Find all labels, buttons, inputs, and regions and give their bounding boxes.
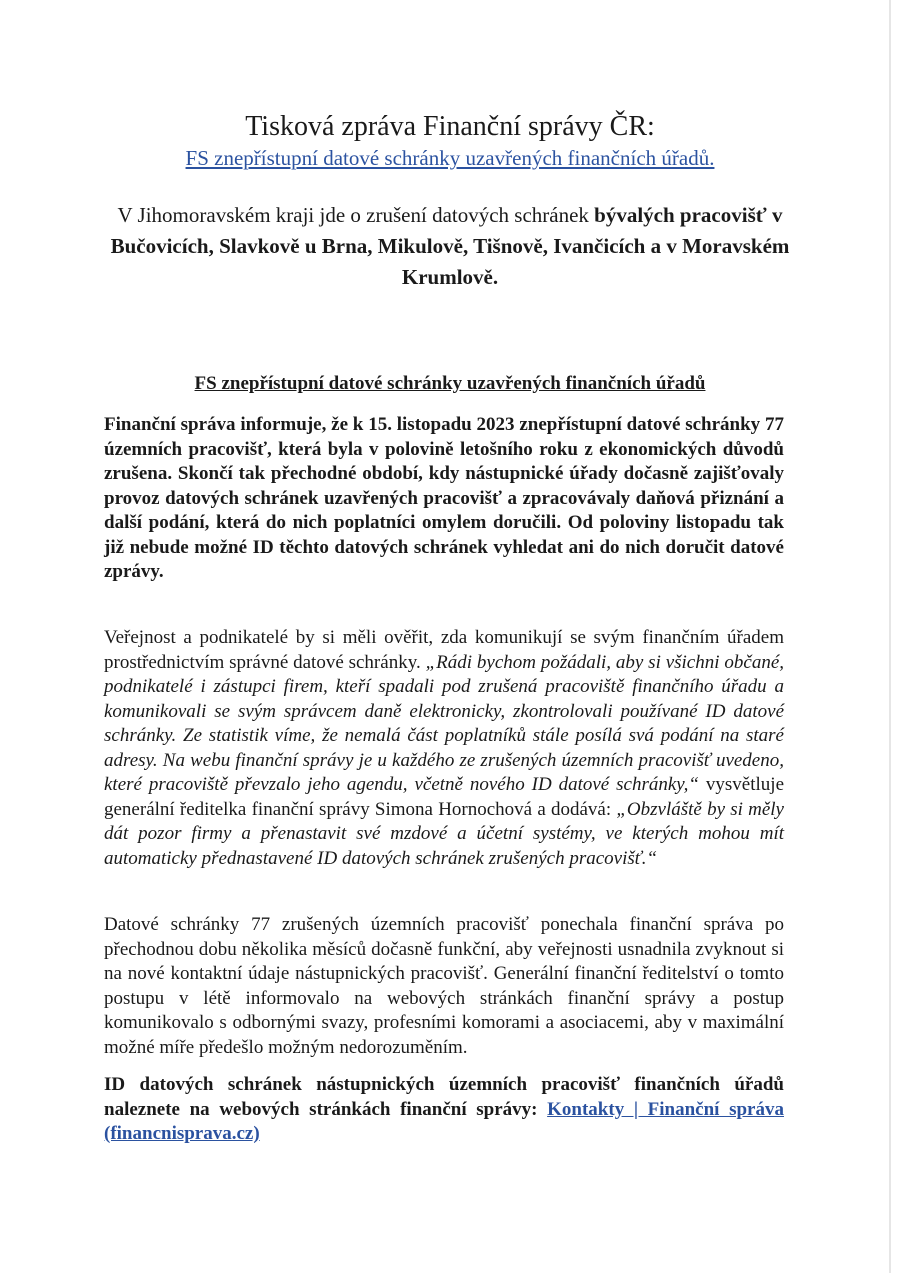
paragraph-intro: Finanční správa informuje, že k 15. listopadu 2023 znepřístupní datové schránky 77 územních pracovišť, která byla v polovině letošního roku z ekonomických důvodů zrušena. Skončí tak přechodné období, kdy nástupnické úřady dočasně zajišťovaly provoz datových schránek uzavřených pracovišť a zpracovávaly daňová přiznání a další podání, která do nich poplatníci omylem doručili. Od poloviny listopadu tak již nebude možné ID těchto datových schránek vyhledat ani do nich doručit datové zprávy.	[104, 414, 784, 582]
paragraph-quote	[104, 626, 784, 871]
contacts-link[interactable]: Kontakty | Finanční správa (financnisprava.cz)	[104, 1098, 784, 1144]
lead-text: V Jihomoravském kraji jde o zrušení datových schránek	[117, 203, 595, 227]
lead-paragraph	[110, 200, 790, 293]
section-heading: FS znepřístupní datové schránky uzavřených finančních úřadů	[194, 373, 706, 394]
quote-italic-1: „Rádi bychom požádali, aby si všichni občané, podnikatelé i zástupci firem, kteří spadali pod zrušená pracoviště finančního úřadu a komunikovali se svým správcem daně elektronicky, zkontrolovali používané ID datové schránky. Ze statistik víme, že nemalá část poplatníků stále posílá svá podání na staré adresy. Na webu finanční správy je u každého ze zrušených územních pracovišť uvedeno, které pracoviště převzalo jeho agendu, včetně nového ID datové schránky,“	[104, 651, 784, 795]
subtitle-link[interactable]: FS znepřístupní datové schránky uzavřených finančních úřadů.	[185, 146, 715, 170]
paragraph-quote-text: Veřejnost a podnikatelé by si měli ověřit, zda komunikují se svým finančním úřadem prostřednictvím správné datové schránky.	[104, 627, 784, 673]
paragraph-contacts	[104, 1073, 784, 1147]
paragraph-quote-attribution: vysvětluje generální ředitelka finanční správy Simona Hornochová a dodává:	[104, 774, 784, 820]
quote-italic-2: „Obzvláště by si měly dát pozor firmy a přenastavit své mzdové a účetní systémy, ve kterých mohou mít automaticky přednastavené ID datových schránek zrušených pracovišť.“	[104, 798, 784, 869]
lead-bold-text: bývalých pracovišť v Bučovicích, Slavkově u Brna, Mikulově, Tišnově, Ivančicích a v Moravském Krumlově.	[110, 203, 790, 289]
page-edge	[889, 0, 891, 1273]
paragraph-transition: Datové schránky 77 zrušených územních pracovišť ponechala finanční správa po přechodnou dobu několika měsíců dočasně funkční, aby veřejnosti usnadnila zvyknout si na nové kontaktní údaje nástupnických pracovišť. Generální finanční ředitelství o tomto postupu v létě informovalo na webových stránkách finanční správy a postup komunikovalo s odbornými svazy, profesními komorami a asociacemi, aby v maximální možné míře předešlo možným nedorozuměním.	[104, 914, 784, 1058]
contacts-text: ID datových schránek nástupnických územních pracovišť finančních úřadů naleznete na webových stránkách finanční správy:	[104, 1074, 784, 1120]
page-title: Tisková zpráva Finanční správy ČR:	[245, 111, 655, 142]
